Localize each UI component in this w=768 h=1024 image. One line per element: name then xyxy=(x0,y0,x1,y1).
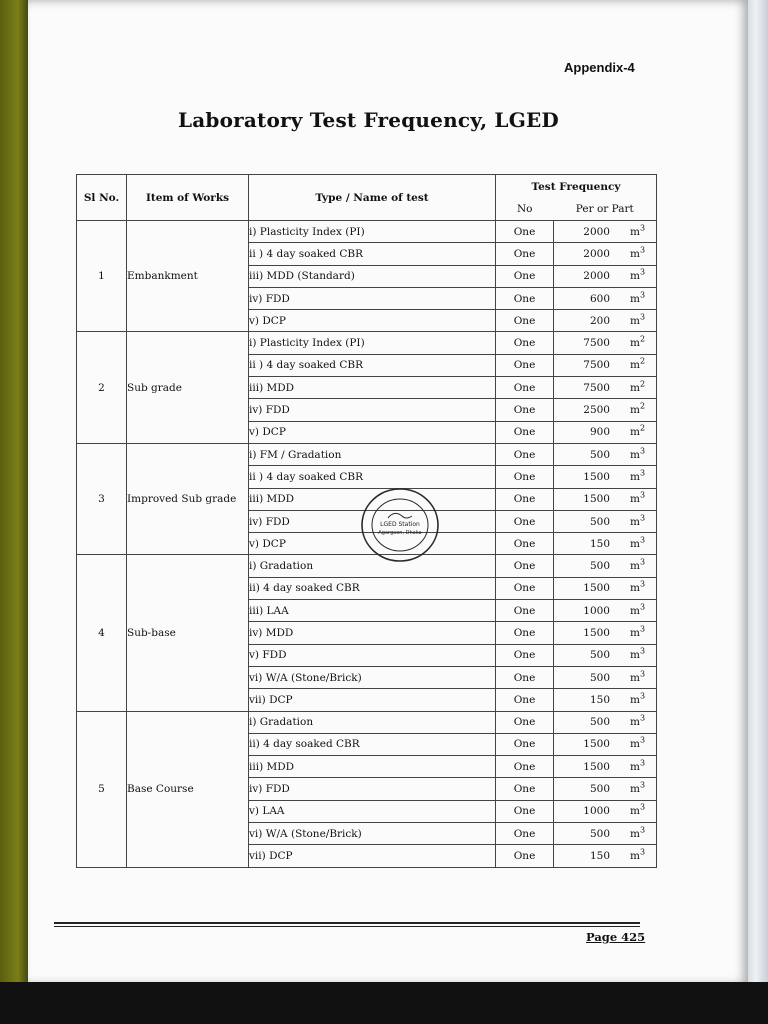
per-or-part-cell xyxy=(554,689,657,711)
unit-symbol: m xyxy=(630,448,640,461)
per-or-part-cell xyxy=(554,287,657,309)
test-count-cell: One xyxy=(496,354,554,376)
per-or-part-cell xyxy=(554,421,657,443)
test-name-cell: iii) MDD xyxy=(249,488,496,510)
table-row xyxy=(77,221,657,243)
unit-symbol: m xyxy=(630,671,640,684)
unit-symbol: m xyxy=(630,560,640,573)
test-count-cell: One xyxy=(496,243,554,265)
quantity-value: 600 xyxy=(589,292,610,305)
table-row xyxy=(77,711,657,733)
unit-exponent: 3 xyxy=(639,624,646,634)
test-name-cell: vii) DCP xyxy=(249,845,496,867)
per-or-part-cell xyxy=(554,310,657,332)
unit-symbol: m xyxy=(630,292,640,305)
per-or-part-cell xyxy=(554,577,657,599)
per-or-part-cell xyxy=(554,443,657,465)
unit-exponent: 3 xyxy=(639,847,646,857)
test-name-cell: i) Plasticity Index (PI) xyxy=(249,332,496,354)
test-count-cell: One xyxy=(496,510,554,532)
unit-symbol: m xyxy=(630,582,640,595)
unit-exponent: 3 xyxy=(639,735,646,745)
quantity-value: 1500 xyxy=(583,582,610,595)
per-or-part-cell xyxy=(554,265,657,287)
unit-exponent: 3 xyxy=(639,290,646,300)
unit-symbol: m xyxy=(630,247,640,260)
page-edge xyxy=(748,0,768,1024)
quantity-value: 1500 xyxy=(583,738,610,751)
quantity-value: 900 xyxy=(589,426,610,439)
test-count-cell: One xyxy=(496,555,554,577)
sl-no-cell: 2 xyxy=(77,332,127,443)
quantity-value: 150 xyxy=(589,849,610,862)
test-name-cell: vii) DCP xyxy=(249,689,496,711)
unit-exponent: 3 xyxy=(639,312,646,322)
test-name-cell: v) LAA xyxy=(249,800,496,822)
quantity-value: 500 xyxy=(589,827,610,840)
unit-symbol: m xyxy=(630,337,640,350)
test-name-cell: v) FDD xyxy=(249,644,496,666)
unit-exponent: 2 xyxy=(639,334,646,344)
unit-exponent: 2 xyxy=(639,401,646,411)
per-or-part-cell xyxy=(554,221,657,243)
footer-rule-thin xyxy=(54,926,640,927)
unit-exponent: 3 xyxy=(639,780,646,790)
quantity-value: 500 xyxy=(589,448,610,461)
test-name-cell: iii) MDD (Standard) xyxy=(249,265,496,287)
unit-exponent: 3 xyxy=(639,691,646,701)
unit-label xyxy=(630,468,646,483)
quantity-value: 500 xyxy=(589,560,610,573)
sl-no-cell: 3 xyxy=(77,443,127,554)
test-name-cell: i) FM / Gradation xyxy=(249,443,496,465)
quantity-value: 2000 xyxy=(583,247,610,260)
test-name-cell: i) Plasticity Index (PI) xyxy=(249,221,496,243)
unit-label xyxy=(630,780,646,796)
unit-label xyxy=(630,223,646,238)
unit-exponent: 3 xyxy=(639,468,646,478)
quantity-value: 1500 xyxy=(583,626,610,639)
unit-exponent: 3 xyxy=(639,245,646,255)
per-or-part-cell xyxy=(554,644,657,666)
test-count-cell: One xyxy=(496,421,554,443)
unit-exponent: 3 xyxy=(639,223,646,233)
unit-symbol: m xyxy=(630,270,640,283)
test-count-cell: One xyxy=(496,466,554,488)
test-name-cell: iv) MDD xyxy=(249,622,496,644)
unit-label xyxy=(630,490,646,506)
test-count-cell: One xyxy=(496,622,554,644)
test-count-cell: One xyxy=(496,711,554,733)
unit-exponent: 3 xyxy=(639,490,646,500)
test-name-cell: i) Gradation xyxy=(249,711,496,733)
quantity-value: 200 xyxy=(589,314,610,327)
unit-label xyxy=(630,513,646,528)
unit-label xyxy=(630,735,646,751)
header-item-of-works: Item of Works xyxy=(127,175,249,221)
test-name-cell: iv) FDD xyxy=(249,510,496,532)
per-or-part-cell xyxy=(554,622,657,644)
test-name-cell: i) Gradation xyxy=(249,555,496,577)
unit-symbol: m xyxy=(630,381,640,394)
quantity-value: 500 xyxy=(589,671,610,684)
unit-label xyxy=(630,312,646,327)
per-or-part-cell xyxy=(554,666,657,688)
header-type-name-of-test: Type / Name of test xyxy=(249,175,496,221)
unit-exponent: 3 xyxy=(639,602,646,612)
appendix-label: Appendix-4 xyxy=(564,60,635,75)
quantity-value: 1500 xyxy=(583,470,610,483)
per-or-part-cell xyxy=(554,800,657,822)
stamp-line1: LGED Station xyxy=(380,521,420,528)
table-row xyxy=(77,443,657,465)
page-number: Page 425 xyxy=(586,930,646,944)
test-name-cell: iv) FDD xyxy=(249,778,496,800)
unit-exponent: 3 xyxy=(639,758,646,768)
test-count-cell: One xyxy=(496,265,554,287)
header-per-or-part: Per or Part xyxy=(554,199,657,221)
unit-label xyxy=(630,624,646,639)
unit-symbol: m xyxy=(630,404,640,417)
item-of-works-cell: Improved Sub grade xyxy=(127,443,249,554)
unit-label xyxy=(630,713,646,729)
unit-label xyxy=(630,847,646,862)
item-of-works-cell: Base Course xyxy=(127,711,249,867)
quantity-value: 500 xyxy=(589,649,610,662)
per-or-part-cell xyxy=(554,756,657,778)
unit-exponent: 2 xyxy=(639,356,646,366)
item-of-works-cell: Embankment xyxy=(127,221,249,332)
per-or-part-cell xyxy=(554,466,657,488)
unit-symbol: m xyxy=(630,626,640,639)
unit-symbol: m xyxy=(630,849,640,862)
unit-exponent: 3 xyxy=(639,513,646,522)
per-or-part-cell xyxy=(554,845,657,867)
per-or-part-cell xyxy=(554,377,657,399)
unit-label xyxy=(630,290,646,305)
unit-label xyxy=(630,379,646,394)
unit-label xyxy=(630,401,646,417)
test-count-cell: One xyxy=(496,332,554,354)
quantity-value: 1500 xyxy=(583,493,610,506)
unit-exponent: 3 xyxy=(639,802,646,812)
unit-symbol: m xyxy=(630,470,640,483)
per-or-part-cell xyxy=(554,510,657,532)
per-or-part-cell xyxy=(554,399,657,421)
test-name-cell: iii) MDD xyxy=(249,756,496,778)
unit-symbol: m xyxy=(630,738,640,751)
test-count-cell: One xyxy=(496,377,554,399)
unit-label xyxy=(630,646,646,662)
unit-exponent: 3 xyxy=(639,713,646,723)
per-or-part-cell xyxy=(554,555,657,577)
unit-label xyxy=(630,267,646,283)
quantity-value: 1000 xyxy=(583,805,610,818)
unit-label xyxy=(630,691,646,706)
unit-exponent: 3 xyxy=(639,535,646,545)
per-or-part-cell xyxy=(554,733,657,755)
test-count-cell: One xyxy=(496,733,554,755)
per-or-part-cell xyxy=(554,823,657,845)
quantity-value: 1000 xyxy=(583,604,610,617)
unit-label xyxy=(630,758,646,773)
test-count-cell: One xyxy=(496,287,554,309)
test-name-cell: iv) FDD xyxy=(249,287,496,309)
quantity-value: 7500 xyxy=(583,337,610,350)
test-name-cell: v) DCP xyxy=(249,421,496,443)
test-count-cell: One xyxy=(496,756,554,778)
unit-exponent: 3 xyxy=(639,557,646,567)
per-or-part-cell xyxy=(554,778,657,800)
test-name-cell: ii ) 4 day soaked CBR xyxy=(249,354,496,376)
unit-label xyxy=(630,669,646,684)
test-count-cell: One xyxy=(496,577,554,599)
quantity-value: 150 xyxy=(589,693,610,706)
test-name-cell: iii) LAA xyxy=(249,600,496,622)
test-name-cell: iii) MDD xyxy=(249,377,496,399)
quantity-value: 500 xyxy=(589,716,610,729)
unit-label xyxy=(630,579,646,595)
test-name-cell: v) DCP xyxy=(249,310,496,332)
quantity-value: 7500 xyxy=(583,381,610,394)
test-count-cell: One xyxy=(496,800,554,822)
unit-label xyxy=(630,535,646,550)
unit-symbol: m xyxy=(630,783,640,796)
item-of-works-cell: Sub-base xyxy=(127,555,249,711)
quantity-value: 7500 xyxy=(583,359,610,372)
unit-symbol: m xyxy=(630,426,640,439)
unit-exponent: 3 xyxy=(639,446,646,456)
test-name-cell: ii) 4 day soaked CBR xyxy=(249,577,496,599)
test-count-cell: One xyxy=(496,845,554,867)
sl-no-cell: 1 xyxy=(77,221,127,332)
unit-label xyxy=(630,602,646,617)
test-count-cell: One xyxy=(496,823,554,845)
header-no: No xyxy=(496,199,554,221)
footer-rule xyxy=(54,922,640,924)
test-count-cell: One xyxy=(496,488,554,510)
quantity-value: 2500 xyxy=(583,404,610,417)
unit-exponent: 3 xyxy=(639,669,646,679)
test-count-cell: One xyxy=(496,644,554,666)
unit-label xyxy=(630,245,646,260)
unit-symbol: m xyxy=(630,649,640,662)
per-or-part-cell xyxy=(554,354,657,376)
unit-exponent: 3 xyxy=(639,825,646,835)
unit-symbol: m xyxy=(630,805,640,818)
unit-label xyxy=(630,557,646,573)
unit-symbol: m xyxy=(630,716,640,729)
per-or-part-cell xyxy=(554,332,657,354)
unit-symbol: m xyxy=(630,359,640,372)
unit-symbol: m xyxy=(630,537,640,550)
test-count-cell: One xyxy=(496,533,554,555)
test-name-cell: v) DCP xyxy=(249,533,496,555)
unit-exponent: 2 xyxy=(639,379,646,389)
quantity-value: 2000 xyxy=(583,225,610,238)
sl-no-cell: 5 xyxy=(77,711,127,867)
unit-label xyxy=(630,446,646,461)
test-count-cell: One xyxy=(496,443,554,465)
header-sl-no: Sl No. xyxy=(77,175,127,221)
unit-exponent: 3 xyxy=(639,646,646,656)
quantity-value: 2000 xyxy=(583,270,610,283)
test-count-cell: One xyxy=(496,666,554,688)
unit-symbol: m xyxy=(630,493,640,506)
test-name-cell: ii) 4 day soaked CBR xyxy=(249,733,496,755)
per-or-part-cell xyxy=(554,533,657,555)
test-name-cell: ii ) 4 day soaked CBR xyxy=(249,243,496,265)
per-or-part-cell xyxy=(554,488,657,510)
test-name-cell: iv) FDD xyxy=(249,399,496,421)
test-count-cell: One xyxy=(496,399,554,421)
per-or-part-cell xyxy=(554,711,657,733)
unit-symbol: m xyxy=(630,760,640,773)
test-count-cell: One xyxy=(496,689,554,711)
unit-label xyxy=(630,334,646,350)
per-or-part-cell xyxy=(554,243,657,265)
stamp-line2: Agargaon, Dhaka xyxy=(378,530,422,536)
test-count-cell: One xyxy=(496,221,554,243)
unit-label xyxy=(630,825,646,840)
unit-symbol: m xyxy=(630,314,640,327)
unit-symbol: m xyxy=(630,604,640,617)
unit-symbol: m xyxy=(630,515,640,528)
test-count-cell: One xyxy=(496,778,554,800)
quantity-value: 500 xyxy=(589,783,610,796)
unit-symbol: m xyxy=(630,693,640,706)
unit-symbol: m xyxy=(630,827,640,840)
quantity-value: 500 xyxy=(589,515,610,528)
lged-seal-stamp xyxy=(360,486,440,564)
test-name-cell: vi) W/A (Stone/Brick) xyxy=(249,823,496,845)
unit-label xyxy=(630,356,646,372)
test-count-cell: One xyxy=(496,310,554,332)
test-name-cell: ii ) 4 day soaked CBR xyxy=(249,466,496,488)
unit-exponent: 2 xyxy=(639,423,646,433)
quantity-value: 150 xyxy=(589,537,610,550)
item-of-works-cell: Sub grade xyxy=(127,332,249,443)
quantity-value: 1500 xyxy=(583,760,610,773)
sl-no-cell: 4 xyxy=(77,555,127,711)
test-name-cell: vi) W/A (Stone/Brick) xyxy=(249,666,496,688)
per-or-part-cell xyxy=(554,600,657,622)
header-test-frequency: Test Frequency xyxy=(496,175,657,199)
unit-exponent: 3 xyxy=(639,267,646,277)
unit-exponent: 3 xyxy=(639,579,646,589)
page-title: Laboratory Test Frequency, LGED xyxy=(178,108,559,132)
unit-label xyxy=(630,802,646,818)
bottom-shadow xyxy=(0,982,768,1024)
test-count-cell: One xyxy=(496,600,554,622)
book-spine xyxy=(0,0,30,1024)
unit-symbol: m xyxy=(630,225,640,238)
unit-label xyxy=(630,423,646,439)
table-row xyxy=(77,332,657,354)
